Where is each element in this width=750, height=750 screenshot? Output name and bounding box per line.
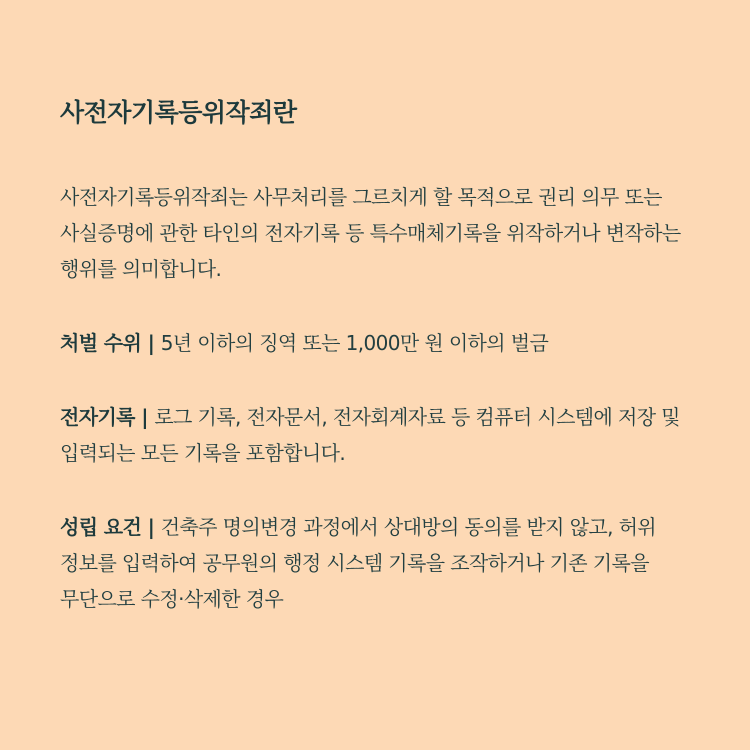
section-electronic-record [60,399,710,471]
section-text: 로그 기록, 전자문서, 전자회계자료 등 컴퓨터 시스템에 저장 및 입력되는 모든 기록을 포함합니다. [60,405,680,465]
intro-paragraph: 사전자기록등위작죄는 사무처리를 그르치게 할 목적으로 권리 의무 또는 사실증명에 관한 타인의 전자기록 등 특수매체기록을 위작하거나 변작하는 행위를 의미합니다. [60,185,681,281]
section-separator: | [141,331,161,355]
section-penalty [60,325,710,361]
page-title: 사전자기록등위작죄란 [60,98,297,127]
section-label: 처벌 수위 [60,331,142,355]
section-requirements [60,509,710,617]
section-label: 전자기록 [60,405,135,429]
section-label: 성립 요건 [60,515,142,539]
section-separator: | [134,405,155,429]
section-separator: | [141,515,161,539]
section-text: 건축주 명의변경 과정에서 상대방의 동의를 받지 않고, 허위 정보를 입력하여 공무원의 행정 시스템 기록을 조작하거나 기존 기록을 무단으로 수정·삭제한 경우 [60,515,657,611]
section-text: 5년 이하의 징역 또는 1,000만 원 이하의 벌금 [160,331,549,355]
